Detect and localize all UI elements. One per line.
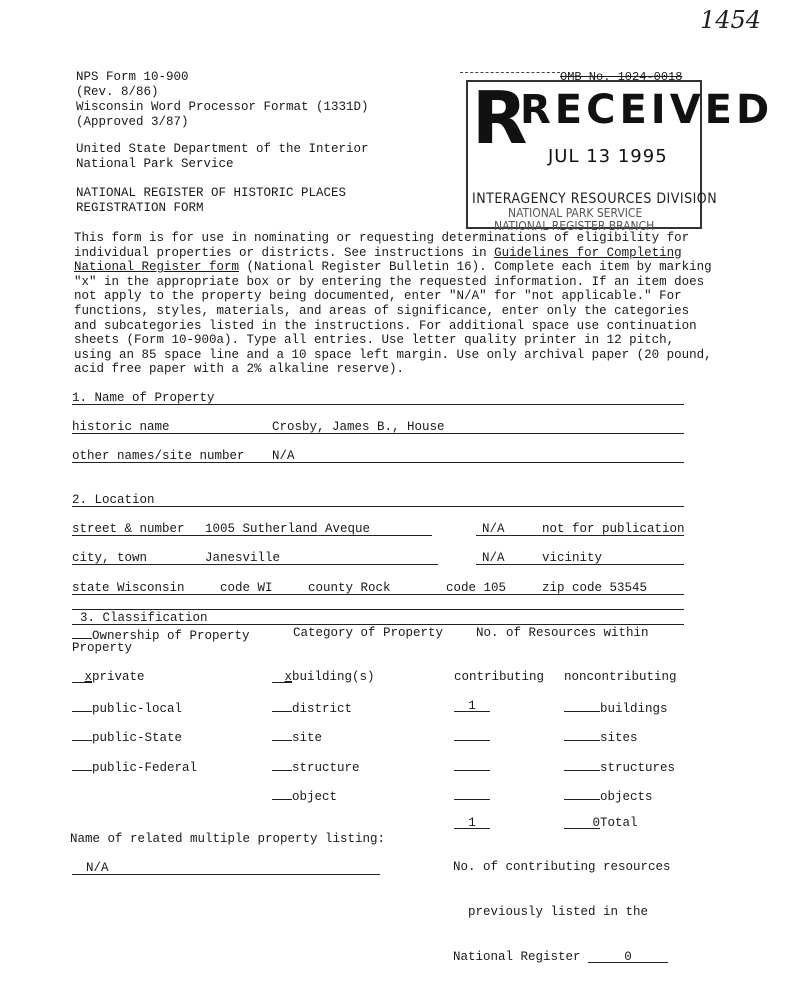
- section1-heading: 1. Name of Property: [72, 391, 215, 405]
- noncontributing-blank: [564, 758, 600, 771]
- related-listing-label: Name of related multiple property listing:: [70, 832, 386, 846]
- category-structure-label: structure: [292, 761, 360, 775]
- contributing-structures[interactable]: [454, 758, 490, 775]
- previously-listed-block: [453, 830, 671, 980]
- noncontributing-structures[interactable]: [564, 758, 675, 775]
- category-buildings-mark: x: [272, 670, 292, 683]
- stamp-date: JUL 13 1995: [548, 146, 668, 167]
- category-site[interactable]: [272, 728, 322, 745]
- noncontributing-blank: [564, 787, 600, 800]
- handwritten-number: 1454: [700, 6, 762, 34]
- county-label: county Rock: [308, 581, 391, 595]
- form-number-block: [76, 70, 369, 130]
- resource-type-buildings: buildings: [600, 702, 668, 716]
- section3-top-rule: [72, 609, 684, 610]
- other-names-label: other names/site number: [72, 449, 245, 463]
- contributing-blank: [454, 758, 490, 771]
- noncontributing-heading: noncontributing: [564, 670, 677, 684]
- other-names-value: N/A: [272, 449, 295, 463]
- contributing-blank: [454, 787, 490, 800]
- ownership-private[interactable]: [72, 670, 145, 684]
- category-district[interactable]: [272, 699, 352, 716]
- total-contributing-value: 1: [454, 816, 490, 829]
- omb-number: OMB No. 1024-0018: [560, 70, 683, 84]
- department-block: [76, 142, 369, 172]
- stamp-received-text: RECEIVED: [520, 87, 774, 133]
- state-code: code WI: [220, 581, 273, 595]
- street-value: 1005 Sutherland Aveque: [205, 522, 371, 536]
- contributing-buildings[interactable]: [454, 699, 490, 713]
- contributing-objects[interactable]: [454, 787, 490, 804]
- form-line: (Rev. 8/86): [76, 85, 159, 99]
- form-title: [76, 186, 346, 216]
- noncontributing-sites[interactable]: [564, 728, 638, 745]
- noncontributing-objects[interactable]: [564, 787, 653, 804]
- stamp-division: INTERAGENCY RESOURCES DIVISION: [472, 191, 718, 207]
- category-blank: [272, 787, 292, 800]
- noncontributing-blank: [564, 728, 600, 741]
- ownership-heading: Ownership of Property: [92, 629, 250, 643]
- category-object[interactable]: [272, 787, 337, 804]
- category-object-label: object: [292, 790, 338, 804]
- category-buildings[interactable]: [272, 670, 375, 684]
- instructions-paragraph: [74, 231, 714, 377]
- form-title-line: REGISTRATION FORM: [76, 201, 204, 215]
- county-code: code 105: [446, 581, 507, 595]
- ownership-public-state[interactable]: [72, 728, 182, 745]
- resources-heading: No. of Resources within: [476, 626, 649, 640]
- city-na: N/A: [482, 551, 505, 565]
- related-listing-rule: [72, 874, 380, 875]
- previously-listed-value[interactable]: 0: [588, 950, 668, 963]
- ownership-public-local-label: public-local: [92, 702, 183, 716]
- category-buildings-label: building(s): [292, 670, 375, 684]
- stamp-big-r: R: [472, 76, 530, 160]
- city-label: city, town: [72, 551, 148, 565]
- total-contributing[interactable]: [454, 816, 490, 830]
- contributing-heading: contributing: [454, 670, 545, 684]
- related-listing-value[interactable]: N/A: [86, 861, 109, 875]
- department-line: United State Department of the Interior: [76, 142, 369, 156]
- noncontributing-blank: [564, 699, 600, 712]
- contributing-buildings-value: 1: [454, 699, 490, 712]
- form-line: (Approved 3/87): [76, 115, 189, 129]
- ownership-private-label: private: [92, 670, 145, 684]
- category-site-label: site: [292, 731, 323, 745]
- property-word: Property: [72, 641, 133, 655]
- not-for-publication: not for publication: [542, 522, 685, 536]
- noncontributing-buildings[interactable]: [564, 699, 668, 716]
- contributing-sites[interactable]: [454, 728, 490, 745]
- vicinity: vicinity: [542, 551, 603, 565]
- resource-type-objects: objects: [600, 790, 653, 804]
- form-title-line: NATIONAL REGISTER OF HISTORIC PLACES: [76, 186, 347, 200]
- previously-listed-label: National Register: [453, 950, 581, 964]
- ownership-private-mark: x: [72, 670, 92, 683]
- stamp-dash: [460, 72, 560, 73]
- ownership-public-federal[interactable]: [72, 758, 197, 775]
- total-label: Total: [600, 816, 638, 830]
- contributing-blank: [454, 728, 490, 741]
- previously-listed-line: previously listed in the: [453, 905, 649, 919]
- instructions-intro: This form is for use in nominating or requesting determinations of eligibility for individual properties or districts. See instructions in: [74, 231, 690, 260]
- ownership-public-state-label: public-State: [92, 731, 183, 745]
- category-blank: [272, 699, 292, 712]
- zip-code: zip code 53545: [542, 581, 648, 595]
- ownership-blank: [72, 728, 92, 741]
- stamp-service: NATIONAL PARK SERVICE: [508, 206, 643, 220]
- category-blank: [272, 758, 292, 771]
- previously-listed-line: [453, 950, 671, 965]
- ownership-public-local[interactable]: [72, 699, 182, 716]
- category-district-label: district: [292, 702, 353, 716]
- total-noncontributing[interactable]: [564, 816, 638, 830]
- ownership-blank: [72, 758, 92, 771]
- ownership-blank: [72, 699, 92, 712]
- city-value: Janesville: [205, 551, 281, 565]
- section2-rule: [72, 506, 684, 507]
- previously-listed-line: No. of contributing resources: [453, 860, 671, 874]
- department-line: National Park Service: [76, 157, 234, 171]
- category-blank: [272, 728, 292, 741]
- state-label: state Wisconsin: [72, 581, 185, 595]
- category-heading: Category of Property: [293, 626, 444, 640]
- historic-name-value: Crosby, James B., House: [272, 420, 445, 434]
- category-structure[interactable]: [272, 758, 360, 775]
- resource-type-structures: structures: [600, 761, 676, 775]
- resource-type-sites: sites: [600, 731, 638, 745]
- instructions-rest: (National Register Bulletin 16). Complete each item by marking "x" in the appropriate box or by entering the requested information. If an item does not apply to the property being documented, enter "N/A" for "not applicable." For functions, styles, materials, and areas of significance, enter only the categories and subcategories listed in the instructions. For additional space use continuation sheets (Form 10-900a). Type all entries. Use letter quality printer in 12 pitch, using an 85 space line and a 10 space left margin. Use only archival paper (20 pound, acid free paper with a 2% alkaline reserve).: [74, 260, 712, 377]
- guidelines-link: Guidelines for Completing National Register form: [74, 245, 682, 275]
- section3-heading: 3. Classification: [80, 611, 208, 625]
- ownership-public-federal-label: public-Federal: [92, 761, 198, 775]
- ownership-heading-blank: [72, 626, 92, 639]
- form-line: Wisconsin Word Processor Format (1331D): [76, 100, 369, 114]
- street-label: street & number: [72, 522, 185, 536]
- total-noncontributing-value: 0: [564, 816, 600, 829]
- stamp-register: NATIONAL REGISTER BRANCH: [494, 219, 655, 233]
- street-na: N/A: [482, 522, 505, 536]
- section2-heading: 2. Location: [72, 493, 155, 507]
- form-line: NPS Form 10-900: [76, 70, 189, 84]
- historic-name-label: historic name: [72, 420, 170, 434]
